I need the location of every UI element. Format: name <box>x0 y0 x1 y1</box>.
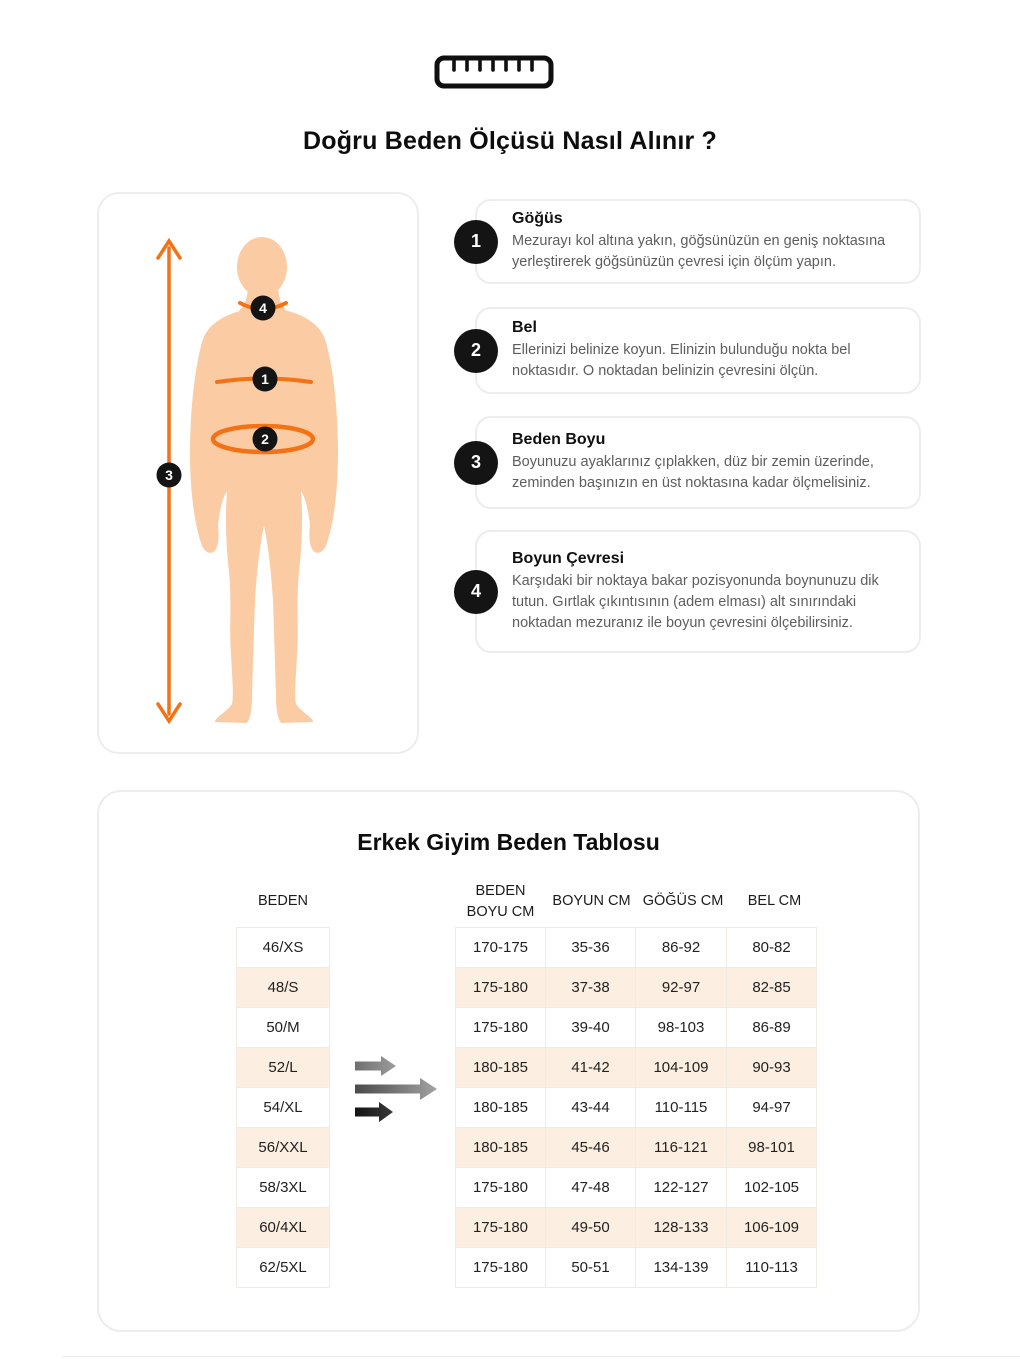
size-cell: 52/L <box>236 1047 330 1088</box>
height-cell: 175-180 <box>455 967 546 1008</box>
waist-cell: 110-113 <box>726 1247 817 1288</box>
table-row <box>236 1167 330 1208</box>
table-row <box>236 1247 330 1288</box>
height-cell: 175-180 <box>455 1247 546 1288</box>
waist-cell: 94-97 <box>726 1087 817 1128</box>
triple-arrow-right-icon <box>352 1052 442 1126</box>
waist-cell: 90-93 <box>726 1047 817 1088</box>
column-header-neck: BOYUN CM <box>552 893 631 909</box>
chest-cell: 122-127 <box>635 1167 727 1208</box>
body-measure-figure-card <box>97 192 419 754</box>
neck-cell: 50-51 <box>545 1247 636 1288</box>
step-title: Beden Boyu <box>512 431 606 448</box>
step-number: 1 <box>470 231 481 251</box>
size-cell: 48/S <box>236 967 330 1008</box>
neck-cell: 49-50 <box>545 1207 636 1248</box>
waist-cell: 98-101 <box>726 1127 817 1168</box>
size-label-column <box>236 927 330 1288</box>
measure-step-card-waist <box>470 307 921 394</box>
height-cell: 175-180 <box>455 1207 546 1248</box>
size-values-grid <box>455 927 821 1288</box>
height-cell: 180-185 <box>455 1127 546 1168</box>
step-3-badge <box>454 441 498 485</box>
waist-cell: 86-89 <box>726 1007 817 1048</box>
table-row <box>455 1207 821 1248</box>
step-2-badge <box>454 329 498 373</box>
column-header-size: BEDEN <box>258 893 308 909</box>
chest-cell: 116-121 <box>635 1127 727 1168</box>
table-row <box>236 1087 330 1128</box>
waist-cell: 80-82 <box>726 927 817 968</box>
chest-cell: 134-139 <box>635 1247 727 1288</box>
table-row <box>236 1047 330 1088</box>
table-row <box>455 1167 821 1208</box>
table-row <box>455 1047 821 1088</box>
column-header-waist: BEL CM <box>747 893 802 909</box>
size-cell: 58/3XL <box>236 1167 330 1208</box>
column-header-height: BEDEN BOYU CM <box>466 883 535 920</box>
table-row <box>236 967 330 1008</box>
column-header-chest: GÖĞÜS CM <box>642 893 724 909</box>
table-row <box>236 927 330 968</box>
figure-badge-height: 3 <box>165 467 173 483</box>
neck-cell: 45-46 <box>545 1127 636 1168</box>
height-cell: 175-180 <box>455 1167 546 1208</box>
table-row <box>236 1127 330 1168</box>
size-cell: 60/4XL <box>236 1207 330 1248</box>
size-table-title: Erkek Giyim Beden Tablosu <box>357 829 660 855</box>
neck-cell: 47-48 <box>545 1167 636 1208</box>
chest-cell: 110-115 <box>635 1087 727 1128</box>
chest-cell: 98-103 <box>635 1007 727 1048</box>
figure-badge-neck: 4 <box>259 300 267 316</box>
measure-step-card-neck <box>470 530 921 653</box>
table-row <box>455 1007 821 1048</box>
step-description: Mezurayı kol altına yakın, göğsünüzün en geniş noktasına yerleştirerek göğsünüzün çevresi için ölçüm yapın. <box>512 233 886 270</box>
size-cell: 50/M <box>236 1007 330 1048</box>
size-table-card <box>97 790 920 1332</box>
neck-cell: 35-36 <box>545 927 636 968</box>
table-row <box>455 927 821 968</box>
waist-cell: 102-105 <box>726 1167 817 1208</box>
figure-badge-chest: 1 <box>261 371 269 387</box>
neck-cell: 37-38 <box>545 967 636 1008</box>
size-cell: 54/XL <box>236 1087 330 1128</box>
measure-step-card-chest <box>470 199 921 284</box>
table-row <box>455 1087 821 1128</box>
chest-cell: 86-92 <box>635 927 727 968</box>
body-silhouette-figure <box>99 194 421 754</box>
size-cell: 62/5XL <box>236 1247 330 1288</box>
measure-step-card-body-height <box>470 416 921 509</box>
step-title: Boyun Çevresi <box>512 549 625 567</box>
height-cell: 180-185 <box>455 1087 546 1128</box>
table-row <box>455 1247 821 1288</box>
step-4-badge <box>454 570 498 614</box>
chest-cell: 104-109 <box>635 1047 727 1088</box>
neck-cell: 41-42 <box>545 1047 636 1088</box>
size-cell: 56/XXL <box>236 1127 330 1168</box>
step-description: Ellerinizi belinize koyun. Elinizin bulunduğu nokta bel noktasıdır. O noktadan belinizin çevresini ölçün. <box>512 342 851 379</box>
height-cell: 180-185 <box>455 1047 546 1088</box>
step-description: Karşıdaki bir noktaya bakar pozisyonunda boynunuzu dik tutun. Gırtlak çıkıntısının (adem elması) alt sınırındaki noktadan mezuranız ile boyun çevresini ölçebilirsiniz. <box>512 572 879 631</box>
neck-cell: 43-44 <box>545 1087 636 1128</box>
step-title: Bel <box>512 319 537 336</box>
page-title: Doğru Beden Ölçüsü Nasıl Alınır ? <box>302 127 718 155</box>
neck-cell: 39-40 <box>545 1007 636 1048</box>
table-row <box>236 1207 330 1248</box>
step-number: 2 <box>470 340 481 360</box>
step-1-badge <box>454 220 498 264</box>
table-row <box>455 1127 821 1168</box>
table-row <box>236 1007 330 1048</box>
step-number: 3 <box>470 452 481 472</box>
table-row <box>455 967 821 1008</box>
size-cell: 46/XS <box>236 927 330 968</box>
chest-cell: 92-97 <box>635 967 727 1008</box>
height-cell: 170-175 <box>455 927 546 968</box>
step-number: 4 <box>470 581 481 601</box>
waist-cell: 82-85 <box>726 967 817 1008</box>
chest-cell: 128-133 <box>635 1207 727 1248</box>
step-description: Boyunuzu ayaklarınız çıplakken, düz bir zemin üzerinde, zeminden başınızın en üst noktasına kadar ölçmelisiniz. <box>512 454 874 491</box>
step-title: Göğüs <box>512 210 563 227</box>
figure-badge-waist: 2 <box>261 431 269 447</box>
height-cell: 175-180 <box>455 1007 546 1048</box>
waist-cell: 106-109 <box>726 1207 817 1248</box>
ruler-icon <box>434 54 554 90</box>
section-divider <box>62 1356 1020 1357</box>
